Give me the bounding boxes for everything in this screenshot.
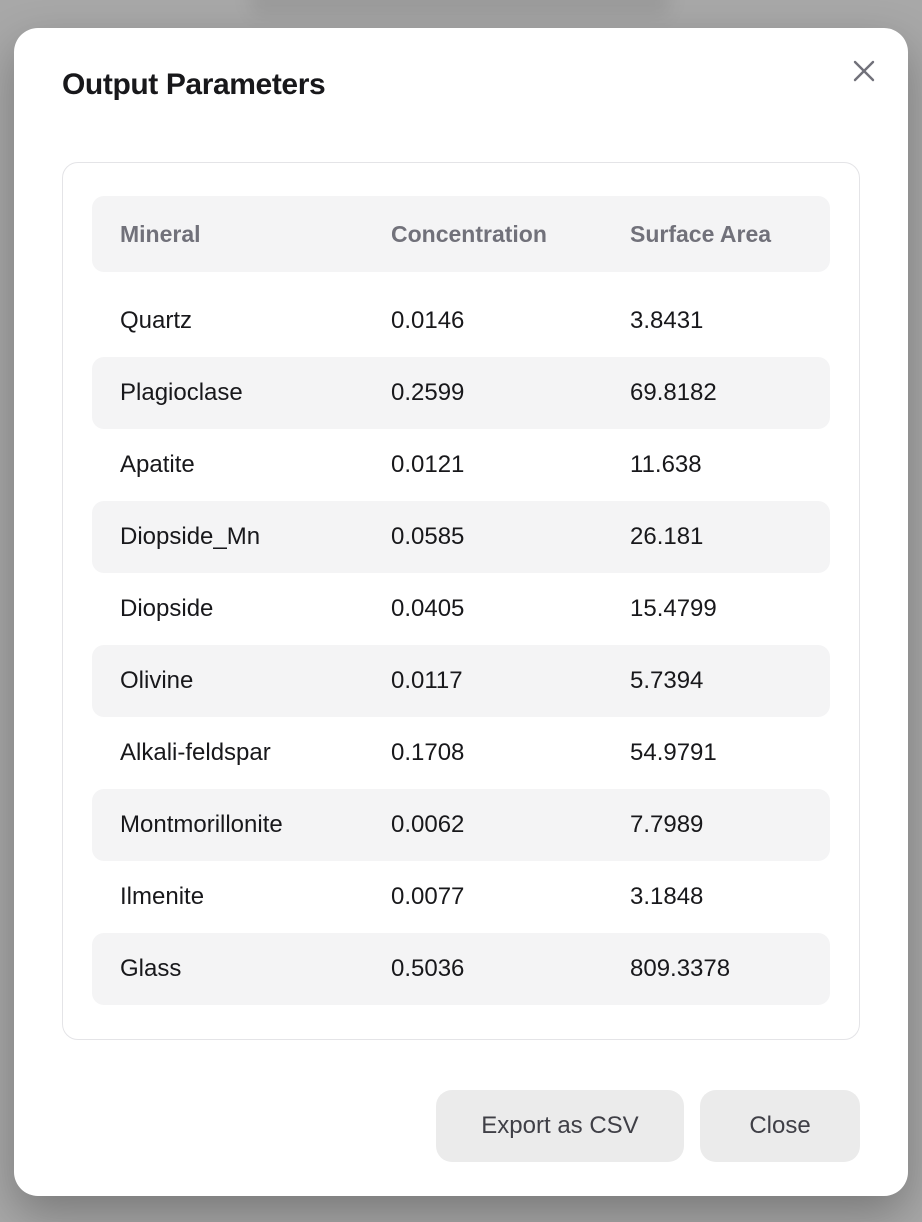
cell-mineral: Quartz [120,307,193,334]
parameters-table-card [62,162,860,1040]
cell-concentration: 0.2599 [391,379,465,406]
output-parameters-dialog [14,28,908,1196]
dialog-close-button[interactable] [844,51,884,91]
cell-mineral: Diopside_Mn [120,523,261,550]
table-row [92,429,830,501]
close-button[interactable]: Close [700,1090,860,1162]
cell-mineral: Ilmenite [120,883,205,910]
cell-surface-area: 54.9791 [630,739,717,766]
table-row [92,357,830,429]
cell-concentration: 0.0121 [391,451,465,478]
table-row [92,501,830,573]
table-row [92,573,830,645]
export-csv-button[interactable]: Export as CSV [436,1090,684,1162]
dialog-footer [436,1090,860,1162]
cell-concentration: 0.0062 [391,811,465,838]
cell-mineral: Plagioclase [120,379,243,406]
cell-concentration: 0.0405 [391,595,465,622]
cell-surface-area: 69.8182 [630,379,717,406]
column-header-surface-area: Surface Area [630,220,772,247]
dialog-title: Output Parameters [62,68,326,101]
cell-surface-area: 15.4799 [630,595,717,622]
cell-mineral: Diopside [120,595,214,622]
cell-mineral: Glass [120,955,182,982]
cell-surface-area: 809.3378 [630,955,731,982]
cell-surface-area: 26.181 [630,523,704,550]
cell-concentration: 0.0077 [391,883,465,910]
cell-mineral: Alkali-feldspar [120,739,271,766]
close-icon [850,57,878,85]
column-header-mineral: Mineral [120,220,201,247]
cell-surface-area: 5.7394 [630,667,704,694]
cell-surface-area: 3.1848 [630,883,704,910]
cell-surface-area: 11.638 [630,451,702,478]
column-header-concentration: Concentration [391,220,547,247]
cell-concentration: 0.0117 [391,667,463,694]
table-row [92,717,830,789]
table-row [92,285,830,357]
cell-mineral: Olivine [120,667,194,694]
cell-surface-area: 7.7989 [630,811,704,838]
cell-concentration: 0.5036 [391,955,465,982]
cell-surface-area: 3.8431 [630,307,704,334]
cell-concentration: 0.0585 [391,523,465,550]
table-row [92,789,830,861]
table-header-row [92,196,830,272]
cell-mineral: Montmorillonite [120,811,283,838]
cell-mineral: Apatite [120,451,195,478]
table-row [92,645,830,717]
table-row [92,861,830,933]
table-body [92,285,830,1005]
cell-concentration: 0.0146 [391,307,465,334]
table-row [92,933,830,1005]
cell-concentration: 0.1708 [391,739,465,766]
